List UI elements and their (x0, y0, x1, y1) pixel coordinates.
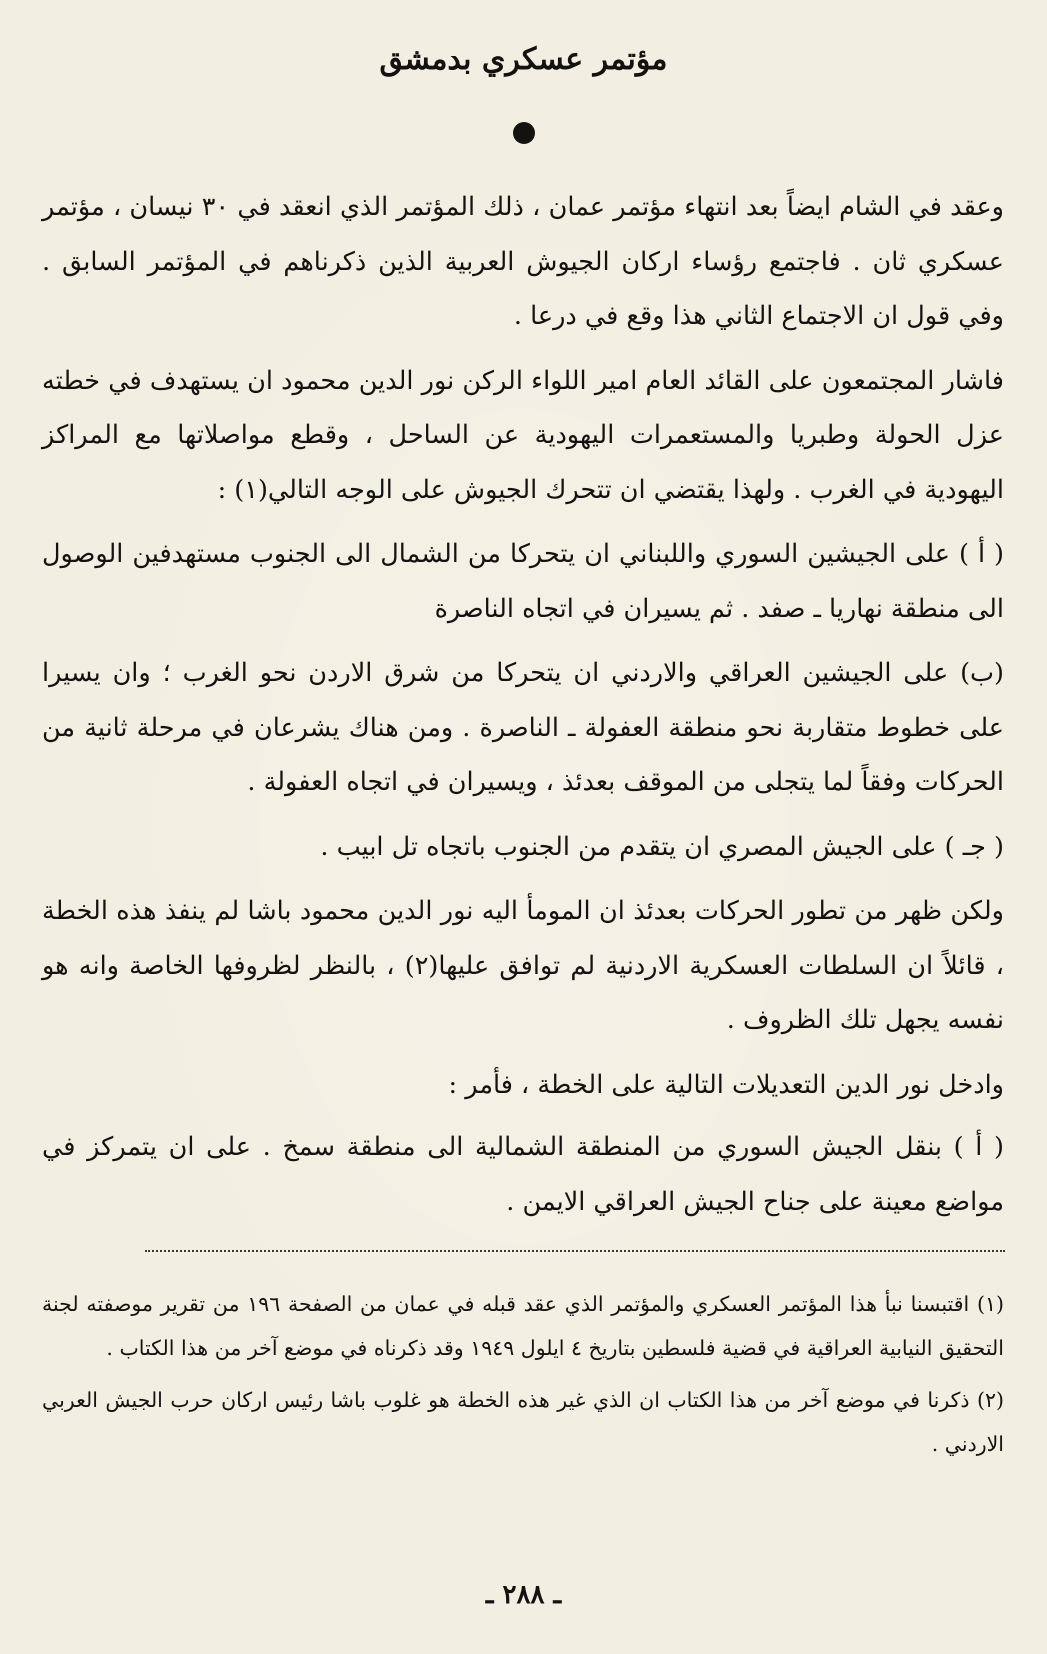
paragraph: (ب) على الجيشين العراقي والاردني ان يتحركا من شرق الاردن نحو الغرب ؛ وان يسيرا على خطوط متقاربة نحو منطقة العفولة ـ الناصرة . ومن هناك يشرعان في مرحلة ثانية من الحركات وفقاً لما يتجلى من الموقف بعدئذ ، ويسيران في اتجاه العفولة . (42, 658, 1004, 797)
footnote: (٢) ذكرنا في موضع آخر من هذا الكتاب ان الذي غير هذه الخطة هو غلوب باشا رئيس اركان حرب الجيش العربي الاردني . (42, 1388, 1004, 1456)
paragraph: فاشار المجتمعون على القائد العام امير اللواء الركن نور الدين محمود ان يستهدف في خطته عزل الحولة وطبريا والمستعمرات اليهودية عن الساحل ، وقطع مواصلاتها مع المراكز اليهودية في الغرب . ولهذا يقتضي ان تتحرك الجيوش على الوجه التالي(١) : (42, 365, 1004, 505)
page-number: ـ ٢٨٨ ـ (485, 1580, 562, 1610)
paragraph: وعقد في الشام ايضاً بعد انتهاء مؤتمر عمان ، ذلك المؤتمر الذي انعقد في ٣٠ نيسان ، مؤتمر عسكري ثان . فاجتمع رؤساء اركان الجيوش العربية الذين ذكرناهم في المؤتمر السابق . وفي قول ان الاجتماع الثاني هذا وقع في درعا . (42, 192, 1004, 331)
paragraph: ( جـ ) على الجيش المصري ان يتقدم من الجنوب باتجاه تل ابيب . (320, 831, 1004, 862)
paragraph: ( أ ) بنقل الجيش السوري من المنطقة الشمالية الى منطقة سمخ . على ان يتمركز في مواضع معينة على جناح الجيش العراقي الايمن . (42, 1132, 1004, 1217)
ornament-dot (513, 122, 535, 144)
chapter-title: مؤتمر عسكري بدمشق (379, 42, 668, 77)
paragraph: وادخل نور الدين التعديلات التالية على الخطة ، فأمر : (448, 1069, 1004, 1100)
paragraph: ( أ ) على الجيشين السوري واللبناني ان يتحركا من الشمال الى الجنوب مستهدفين الوصول الى منطقة نهاريا ـ صفد . ثم يسيران في اتجاه الناصرة (42, 539, 1004, 624)
paragraph: ولكن ظهر من تطور الحركات بعدئذ ان المومأ اليه نور الدين محمود باشا لم ينفذ هذه الخطة ، قائلاً ان السلطات العسكرية الاردنية لم توافق عليها(٢) ، بالنظر لظروفها الخاصة وانه هو نفسه يجهل تلك الظروف . (42, 896, 1004, 1035)
footnote: (١) اقتبسنا نبأ هذا المؤتمر العسكري والمؤتمر الذي عقد قبله في عمان من الصفحة ١٩٦ من تقرير موصفته لجنة التحقيق النيابية العراقية في قضية فلسطين بتاريخ ٤ ايلول ١٩٤٩ وقد ذكرناه في موضع آخر من هذا الكتاب . (42, 1292, 1004, 1360)
footnote-separator (145, 1250, 1005, 1252)
footnotes (42, 1282, 1004, 1474)
main-text (42, 180, 1004, 1239)
